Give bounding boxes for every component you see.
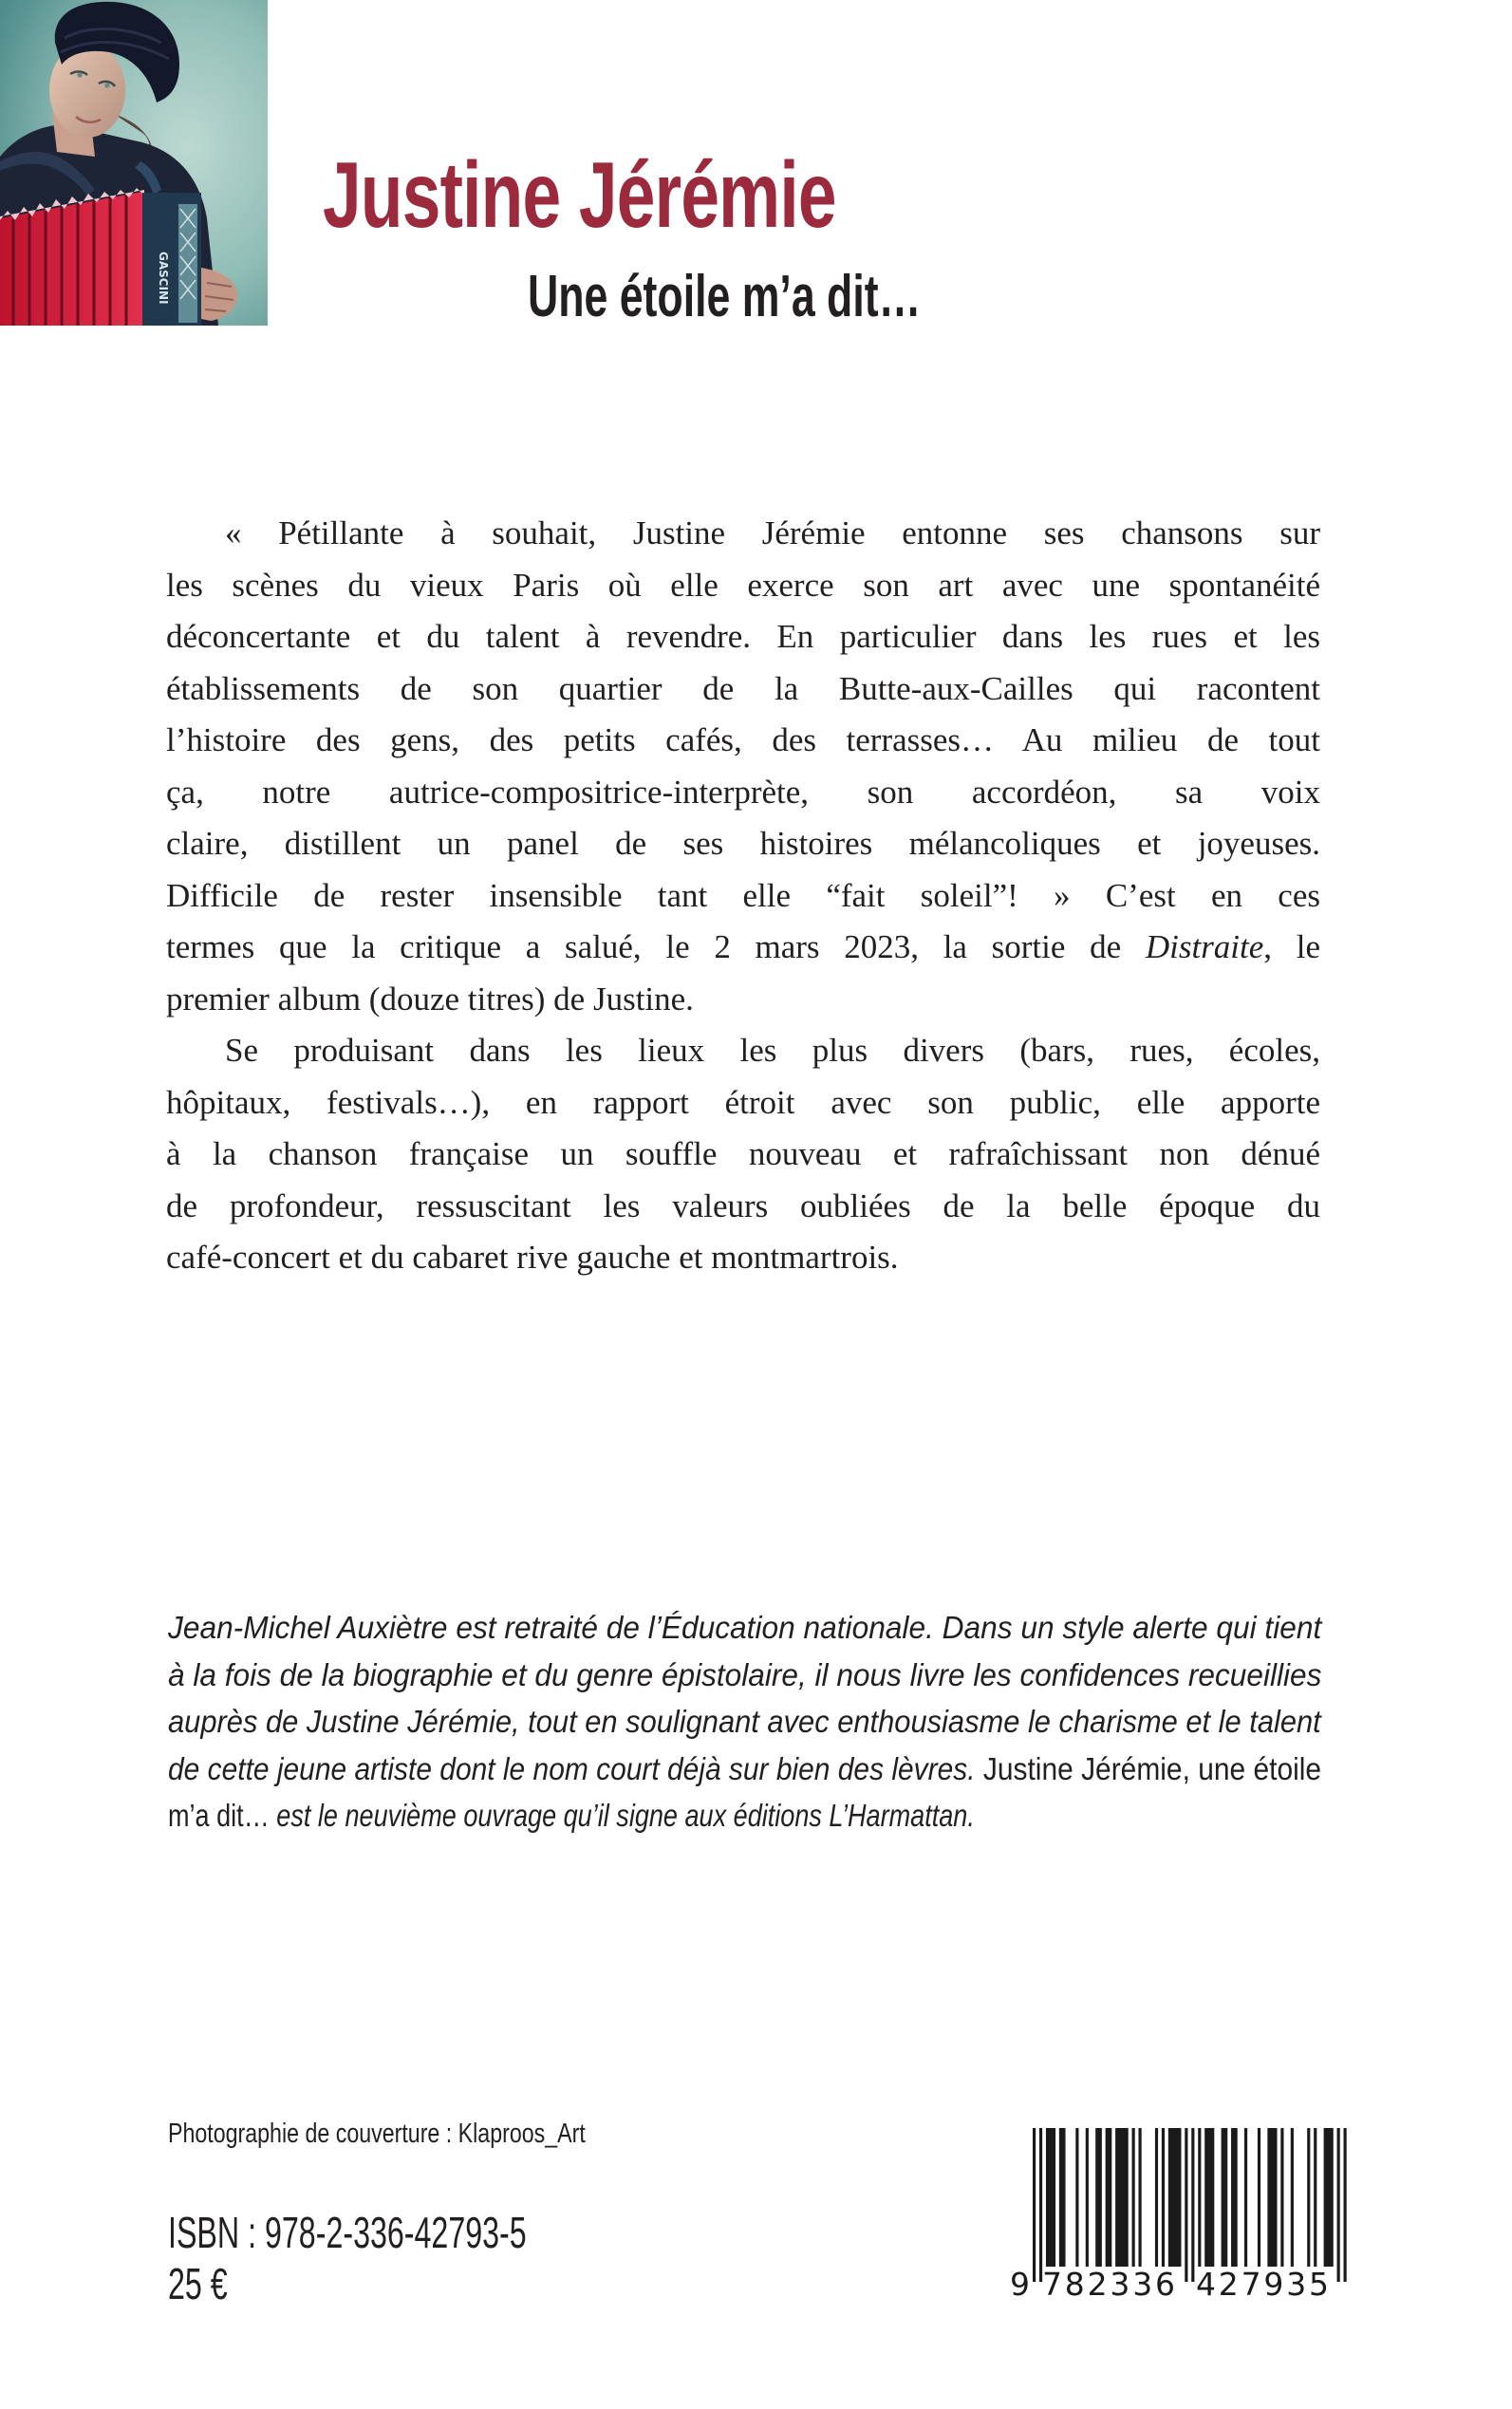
blurb-line: à la chanson française un souffle nouveau et rafraîchissant non dénué xyxy=(166,1135,1320,1172)
price: 25 € xyxy=(168,2259,228,2308)
blurb-line: hôpitaux, festivals…), en rapport étroit avec son public, elle apporte xyxy=(166,1083,1320,1121)
bio-line xyxy=(168,1746,1322,1793)
barcode-bar xyxy=(1280,2128,1283,2267)
blurb-line: les scènes du vieux Paris où elle exerce son art avec une spontanéité xyxy=(166,566,1320,604)
isbn: ISBN : 978-2-336-42793-5 xyxy=(168,2208,527,2257)
blurb-line: établissements de son quartier de la Butte-aux-Cailles qui racontent xyxy=(166,669,1320,707)
barcode-left-digits: 782336 xyxy=(1042,2266,1175,2303)
barcode-bars xyxy=(1033,2128,1347,2282)
bio-text: est le neuvième ouvrage qu’il signe aux éditions L’Harmattan. xyxy=(269,1798,975,1833)
barcode-bar xyxy=(1115,2128,1129,2267)
blurb-line: ça, notre autrice-compositrice-interprète, son accordéon, sa voix xyxy=(166,773,1320,811)
barcode-bar xyxy=(1046,2128,1055,2267)
barcode-bar xyxy=(1059,2128,1066,2267)
barcode-bar xyxy=(1231,2128,1238,2267)
author-bio xyxy=(168,1604,1321,1839)
barcode-guard-bar xyxy=(1033,2128,1036,2282)
barcode-guard-bar xyxy=(1185,2128,1187,2282)
blurb-line: Difficile de rester insensible tant elle “fait soleil”! » C’est en ces xyxy=(166,876,1320,914)
accordionist-photo-illustration xyxy=(0,0,268,326)
barcode-bar xyxy=(1314,2128,1316,2267)
barcode-bar xyxy=(1168,2128,1182,2267)
barcode-bar xyxy=(1162,2128,1165,2267)
barcode-bar xyxy=(1132,2128,1135,2267)
blurb-line: « Pétillante à souhait, Justine Jérémie entonne ses chansons sur xyxy=(225,514,1320,551)
bio-line xyxy=(168,1792,1113,1839)
barcode-bar xyxy=(1086,2128,1089,2267)
blurb-text: termes que la critique a salué, le 2 mars 2023, la sortie de xyxy=(166,928,1146,965)
blurb-line: café-concert et du cabaret rive gauche et montmartrois. xyxy=(166,1239,899,1276)
barcode-bar xyxy=(1222,2128,1228,2267)
bio-line xyxy=(168,1698,1321,1746)
blurb-line: l’histoire des gens, des petits cafés, des terrasses… Au milieu de tout xyxy=(166,721,1320,758)
barcode-graphic xyxy=(1004,2122,1355,2308)
barcode-bar xyxy=(1198,2128,1201,2267)
barcode-guard-bar xyxy=(1039,2128,1042,2282)
blurb-line: Se produisant dans les lieux les plus divers (bars, rues, écoles, xyxy=(225,1032,1320,1069)
cover-photo xyxy=(0,0,268,326)
album-title: Distraite xyxy=(1145,928,1264,965)
blurb-line xyxy=(166,922,1320,974)
barcode-bar xyxy=(1095,2128,1102,2267)
bio-line xyxy=(168,1604,1322,1652)
author-title: Justine Jérémie xyxy=(323,142,836,247)
bio-text: à la fois de la biographie et du genre épistolaire, il nous livre les confidences recueillies xyxy=(168,1656,1322,1692)
barcode-bar xyxy=(1307,2128,1310,2267)
barcode-bar xyxy=(1204,2128,1214,2267)
barcode-guard-bar xyxy=(1337,2128,1340,2282)
book-title-reference: Justine Jérémie, une étoile xyxy=(975,1750,1322,1786)
blurb-line: premier album (douze titres) de Justine. xyxy=(166,980,694,1018)
photo-credit: Photographie de couverture : Klaproos_Art xyxy=(168,2119,586,2149)
bio-text: auprès de Justine Jérémie, tout en soulignant avec enthousiasme le charisme et le talent xyxy=(168,1704,1321,1739)
barcode-guard-bar xyxy=(1344,2128,1347,2282)
bio-text: Jean-Michel Auxiètre est retraité de l’Éducation nationale. Dans un style alerte qui tient xyxy=(168,1610,1322,1645)
barcode-bar xyxy=(1138,2128,1141,2267)
book-subtitle: Une étoile m’a dit… xyxy=(528,264,922,329)
blurb-text: , le xyxy=(1263,928,1320,965)
barcode-bar xyxy=(1155,2128,1158,2267)
blurb-line: de profondeur, ressuscitant les valeurs oubliées de la belle époque du xyxy=(166,1186,1320,1224)
blurb-line: claire, distillent un panel de ses histoires mélancoliques et joyeuses. xyxy=(166,825,1320,862)
barcode-guard-bar xyxy=(1191,2128,1194,2282)
barcode-bar xyxy=(1244,2128,1247,2267)
blurb-line: déconcertante et du talent à revendre. En particulier dans les rues et les xyxy=(166,618,1320,655)
book-title-reference: m’a dit… xyxy=(168,1798,270,1833)
barcode-bar xyxy=(1291,2128,1294,2267)
barcode-right-digits: 427935 xyxy=(1196,2266,1329,2303)
barcode-bar xyxy=(1106,2128,1112,2267)
barcode-bar xyxy=(1258,2128,1260,2267)
barcode-first-digit: 9 xyxy=(1010,2266,1030,2303)
back-cover-blurb xyxy=(166,508,1320,1284)
bio-text: de cette jeune artiste dont le nom court déjà sur bien des lèvres. xyxy=(168,1750,976,1786)
barcode-bar xyxy=(1267,2128,1277,2267)
barcode-bar xyxy=(1324,2128,1334,2267)
bio-line xyxy=(168,1652,1322,1699)
accordion-brand-lettering: GASCINI xyxy=(157,252,170,305)
barcode-bar xyxy=(1075,2128,1078,2267)
ean13-barcode xyxy=(1004,2122,1355,2308)
